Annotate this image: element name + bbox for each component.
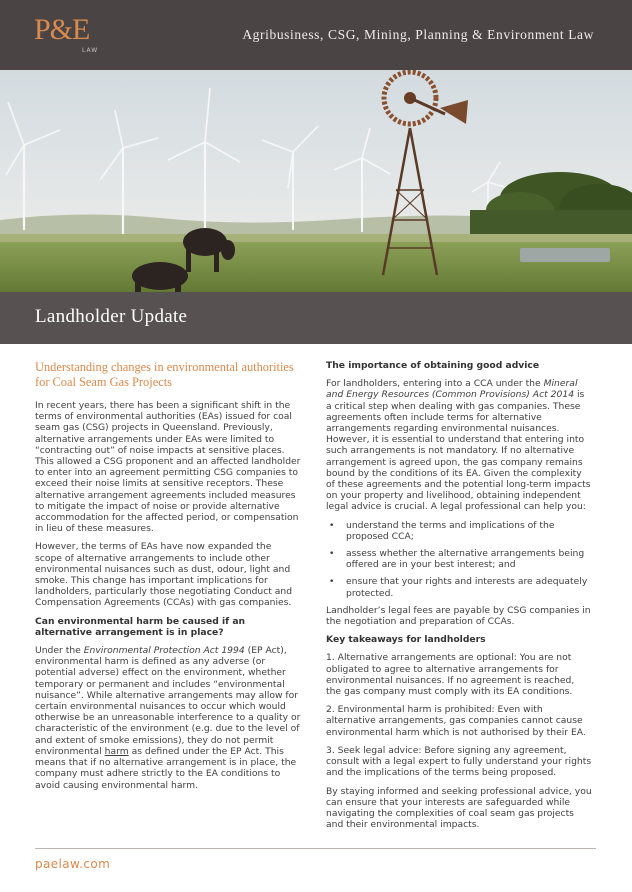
right-paragraph-1 — [326, 378, 592, 512]
paragraph-text: For landholders, entering into a CCA under the — [326, 378, 544, 390]
left-column — [35, 360, 301, 798]
left-paragraph-2: However, the terms of EAs have now expanded the scope of alternative arrangements to include other environmental nuisances such as dust, odour, light and smoke. This change has important implications for landholders, particularly those negotiating Conduct and Compensation Agreements (CCAs) with gas companies. — [35, 541, 293, 609]
logo-subtitle: LAW — [82, 47, 99, 54]
article-title: Understanding changes in environmental authorities for Coal Seam Gas Projects — [35, 360, 294, 389]
footer-divider — [35, 848, 596, 849]
page-title: Landholder Update — [35, 306, 188, 327]
list-item: • assess whether the alternative arrangements being offered are in your best interest; and — [326, 548, 592, 570]
right-paragraph-3: By staying informed and seeking professional advice, you can ensure that your interests are safeguarded while navigating the complexities of coal seam gas projects and their environmental impacts. — [326, 785, 592, 831]
question-heading: Can environmental harm be caused if an alternative arrangement is in place? — [35, 615, 246, 638]
logo[interactable]: P&E — [34, 13, 90, 46]
paragraph-text: is a critical step when dealing with gas companies. These agreements often include terms for alternative arrangements regarding environmental nuisances. However, it is essential to understand that entering into such arrangements is not mandatory. If no alternative arrangement is agreed upon, the gas company remains bound by the conditions of its EA. Given the complexity of these agreements and the potential long-term impacts on your property and livelihood, obtaining independent legal advice is crucial. A legal professional can help you: — [326, 389, 591, 513]
advice-bullet-list — [326, 520, 592, 599]
left-paragraph-1: In recent years, there has been a significant shift in the terms of environmental authorities (EAs) issued for coal seam gas (CSG) projects in Queensland. Previously, alternative arrangements under EAs were limited to “contracting out” of noise impacts at sensitive places. This allowed a CSG proponent and an affected landholder to enter into an agreement permitting CSG companies to exceed their noise limits at sensitive receptors. These alternative arrangement agreements included measures to mitigate the impact of noise or provide alternative accommodation for the affected period, or compensation in lieu of these measures. — [35, 400, 301, 535]
hero-image — [0, 70, 632, 292]
left-paragraph-3 — [35, 645, 301, 791]
takeaway-3: 3. Seek legal advice: Before signing any agreement, consult with a legal expert to fully understand your rights and the implications of the terms being proposed. — [326, 744, 592, 779]
harm-underlined: harm — [104, 745, 129, 757]
act-name: Mineral and Energy Resources (Common Provisions) Act 2014 — [326, 378, 578, 401]
right-column — [326, 360, 592, 837]
takeaways-heading: Key takeaways for landholders — [326, 634, 486, 646]
advice-heading: The importance of obtaining good advice — [326, 360, 540, 371]
act-name: Environmental Protection Act 1994 — [83, 645, 245, 657]
website-link[interactable]: paelaw.com — [35, 857, 111, 871]
header-tagline: Agribusiness, CSG, Mining, Planning & Environment Law — [242, 27, 594, 42]
right-paragraph-2: Landholder’s legal fees are payable by CSG companies in the negotiation and preparation of CCAs. — [326, 604, 591, 628]
takeaway-1: 1. Alternative arrangements are optional: You are not obligated to agree to alternative arrangements for environmental nuisances. If no agreement is reached, the gas company must comply with its EA conditions. — [326, 652, 575, 698]
paragraph-text: Under the — [35, 645, 84, 657]
takeaway-2: 2. Environmental harm is prohibited: Even with alternative arrangements, gas companies cannot cause environmental harm which is not authorised by their EA. — [326, 704, 586, 738]
list-item: • understand the terms and implications of the proposed CCA; — [326, 520, 592, 542]
paragraph-text: as defined under the EP Act. This means that if no alternative arrangement is in place, the company must adhere strictly to the EA conditions to avoid causing environmental harm. — [35, 745, 297, 791]
list-item: • ensure that your rights and interests are adequately protected. — [326, 576, 592, 598]
paragraph-text: (EP Act), environmental harm is defined as any adverse (or potential adverse) effect on the environment, whether temporary or permanent and includes “environmental nuisance”. While alternative arrangements may allow for certain environmental nuisances to occur which would otherwise be an unreasonable interference to a quality or characteristic of the environment (e.g. due to the level of and extent of smoke emissions), they do not permit environmental — [35, 645, 301, 757]
